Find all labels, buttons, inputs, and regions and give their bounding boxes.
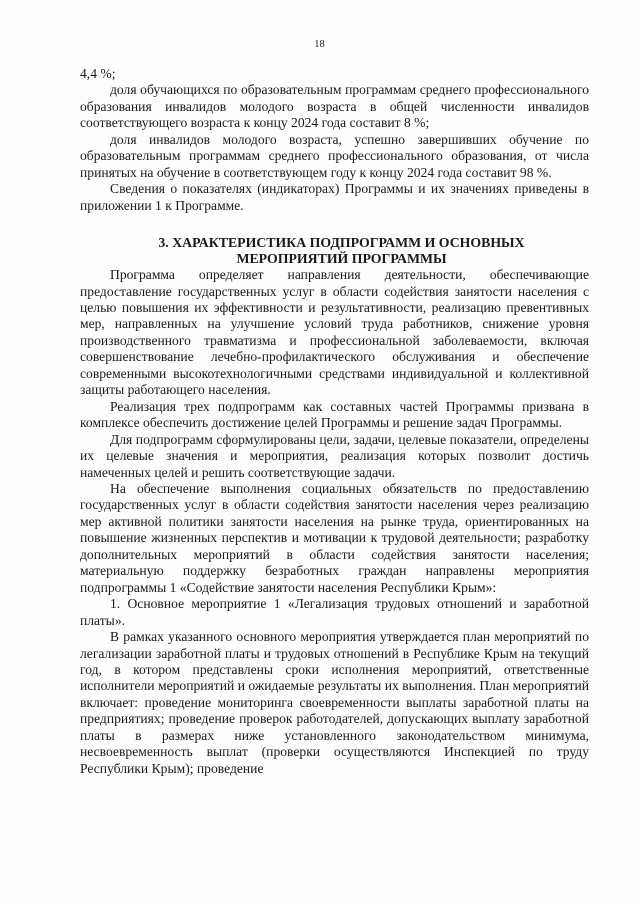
paragraph-social-obligations: На обеспечение выполнения социальных обязательств по предоставлению государственных услуг в области содействия занятости населения через реализацию мер активной политики занятости населения на рынке труда, ориентированных на повышение жизненных перспектив и мотивации к трудовой деятельности; разработку дополнительных мероприятий в области содействия занятости населения; материальную поддержку безработных граждан направлены мероприятия подпрограммы 1 «Содействие занятости населения Республики Крым»:	[80, 480, 589, 595]
paragraph-legalization-plan: В рамках указанного основного мероприятия утверждается план мероприятий по легализации заработной платы и трудовых отношений в Республике Крым на текущий год, в котором представлены сроки исполнения мероприятий, ответственные исполнители мероприятий и ожидаемые результаты их выполнения. План мероприятий включает: проведение мониторинга своевременности выплаты заработной платы на предприятиях; проведение проверок работодателей, допускающих выплату заработной платы в размерах ниже установленного законодательством минимума, несвоевременность выплат (проверки осуществляются Инспекцией по труду Республики Крым); проведение	[80, 629, 589, 776]
page-body	[80, 66, 589, 777]
section-heading	[80, 235, 589, 267]
paragraph-three-subprograms: Реализация трех подпрограмм как составных частей Программы призвана в комплексе обеспечить достижение целей Программы и решение задач Программы.	[80, 398, 589, 431]
paragraph-subprogram-goals: Для подпрограмм сформулированы цели, задачи, целевые показатели, определены их целевые значения и мероприятия, реализация которых позволит достичь намеченных целей и решить соответствующие задачи.	[80, 431, 589, 480]
section-heading-line-1: 3. ХАРАКТЕРИСТИКА ПОДПРОГРАММ И ОСНОВНЫХ	[158, 235, 525, 251]
paragraph-continuation: 4,4 %;	[80, 66, 116, 81]
paragraph-program-directions: Программа определяет направления деятельности, обеспечивающие предоставление государственных услуг в области содействия занятости населения с целью повышения их эффективности и результативности, реализацию превентивных мер, направленных на улучшение условий труда работников, снижение уровня производственного травматизма и профессиональной заболеваемости, включая совершенствование лечебно-профилактического обслуживания и обеспечение современными высокотехнологичными средствами индивидуальной и коллективной защиты работающего населения.	[80, 267, 589, 398]
section-heading-line-2: МЕРОПРИЯТИЙ ПРОГРАММЫ	[236, 251, 447, 267]
paragraph-main-event-1: 1. Основное мероприятие 1 «Легализация трудовых отношений и заработной платы».	[80, 596, 589, 628]
page-number: 18	[314, 39, 325, 50]
paragraph-graduation-share: доля инвалидов молодого возраста, успешно завершивших обучение по образовательным программам среднего профессионального образования, от числа принятых на обучение в соответствующем году к концу 2024 года составит 98 %.	[80, 131, 589, 180]
paragraph-spo-share: доля обучающихся по образовательным программам среднего профессионального образования инвалидов молодого возраста в общей численности инвалидов соответствующего возраста к концу 2024 года составит 8 %;	[80, 82, 589, 131]
paragraph-indicators-reference: Сведения о показателях (индикаторах) Программы и их значениях приведены в приложении 1 к Программе.	[80, 181, 589, 213]
